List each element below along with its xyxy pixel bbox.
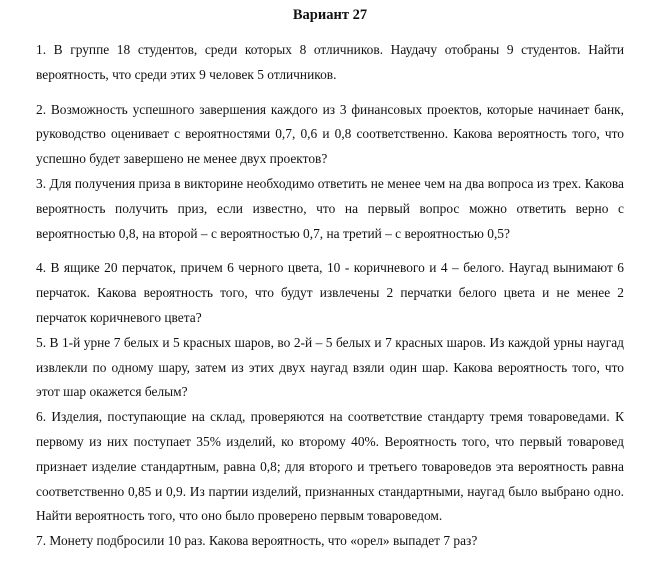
problem-2: 2. Возможность успешного завершения каждого из 3 финансовых проектов, которые начинает банк, руководство оценивает с вероятностями 0,7, 0,6 и 0,8 соответственно. Какова вероятность того, что успешно будет завершено не менее двух проектов? [36,101,624,167]
problem-5: 5. В 1-й урне 7 белых и 5 красных шаров, во 2-й – 5 белых и 7 красных шаров. Из каждой урны наугад извлекли по одному шару, затем из этих двух наугад взяли один шар. Какова вероятность того, что этот шар окажется белым? [36,334,624,400]
problem-7: 7. Монету подбросили 10 раз. Какова вероятность, что «орел» выпадет 7 раз? [36,533,478,549]
problem-3: 3. Для получения приза в викторине необходимо ответить не менее чем на два вопроса из трех. Какова вероятность получить приз, если известно, что на первый вопрос можно ответить верно с вероятностью 0,8, на второй – с вероятностью 0,7, на третий – с вероятностью 0,5? [36,175,624,241]
problem-6: 6. Изделия, поступающие на склад, проверяются на соответствие стандарту тремя товароведами. К первому из них поступает 35% изделий, ко второму 40%. Вероятность того, что первый товаровед признает изделие стандартным, равна 0,8; для второго и третьего товароведов эта вероятность равна соответственно 0,85 и 0,9. Из партии изделий, признанных стандартными, наугад было выбрано одно. Найти вероятность того, что оно было проверено первым товароведом. [36,409,624,524]
problem-4: 4. В ящике 20 перчаток, причем 6 черного цвета, 10 - коричневого и 4 – белого. Наугад вынимают 6 перчаток. Какова вероятность того, что будут извлечены 2 перчатки белого цвета и не менее 2 перчаток коричневого цвета? [36,260,624,325]
variant-title: Вариант 27 [292,7,368,23]
problem-1: 1. В группе 18 студентов, среди которых 8 отличников. Наудачу отобраны 9 студентов. Найти вероятность, что среди этих 9 человек 5 отличников. [36,42,624,82]
